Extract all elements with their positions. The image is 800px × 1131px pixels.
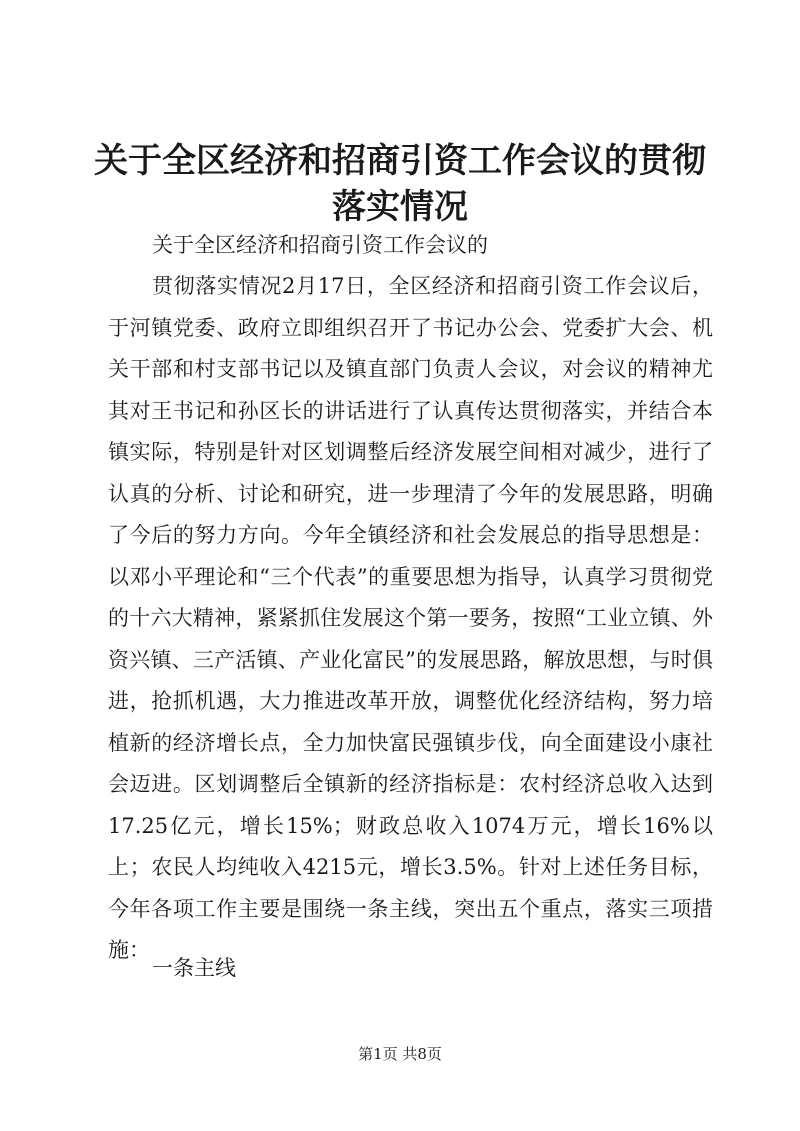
document-title: 关于全区经济和招商引资工作会议的贯彻落实情况 bbox=[94, 141, 706, 227]
paragraph-body: 贯彻落实情况2月17日，全区经济和招商引资工作会议后，于河镇党委、政府立即组织召开了书记办公会、党委扩大会、机关干部和村支部书记以及镇直部门负责人会议，对会议的精神尤其对王书记和孙区长的讲话进行了认真传达贯彻落实，并结合本镇实际，特别是针对区划调整后经济发展空间相对减少，进行了认真的分析、讨论和研究，进一步理清了今年的发展思路，明确了今后的努力方向。今年全镇经济和社会发展总的指导思想是：以邓小平理论和“三个代表”的重要思想为指导，认真学习贯彻党的十六大精神，紧紧抓住发展这个第一要务，按照“工业立镇、外资兴镇、三产活镇、产业化富民”的发展思路，解放思想，与时俱进，抢抓机遇，大力推进改革开放，调整优化经济结构，努力培植新的经济增长点，全力加快富民强镇步伐，向全面建设小康社会迈进。区划调整后全镇新的经济指标是：农村经济总收入达到17.25亿元，增长15%；财政总收入1074万元，增长16%以上；农民人均纯收入4215元，增长3.5%。针对上述任务目标，今年各项工作主要是围绕一条主线，突出五个重点，落实三项措施： bbox=[108, 274, 713, 962]
paragraph-intro: 关于全区经济和招商引资工作会议的 bbox=[152, 233, 488, 257]
page-footer: 第1页 共8页 bbox=[358, 1045, 442, 1063]
paragraph-heading-main-line: 一条主线 bbox=[152, 956, 236, 980]
